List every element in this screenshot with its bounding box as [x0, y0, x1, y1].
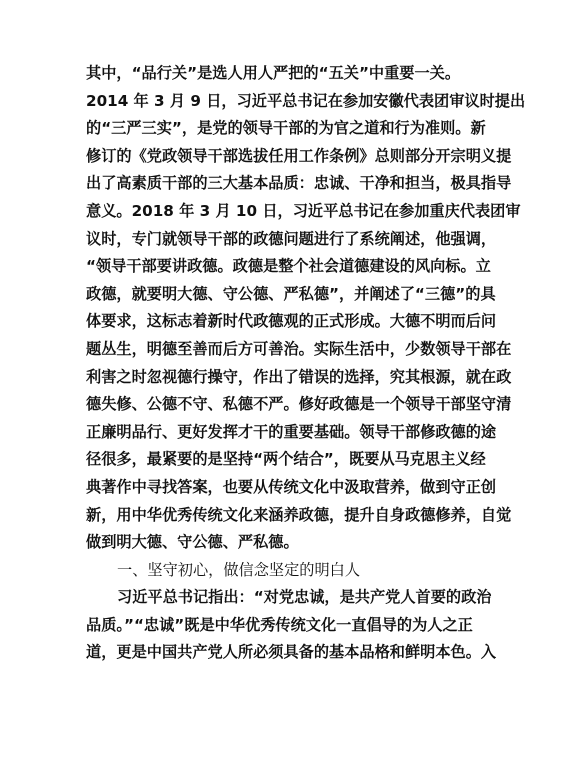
text-line: 新，用中华优秀传统文化来涵养政德，提升自身政德修养，自觉: [86, 505, 512, 524]
section-heading: 一、坚守初心，做信念坚定的明白人: [117, 560, 360, 579]
text-line: 利害之时忽视德行操守，作出了错误的选择，究其根源，就在政: [86, 367, 512, 386]
text-line: 典著作中寻找答案，也要从传统文化中汲取营养，做到守正创: [86, 477, 497, 496]
text-line: 修订的《党政领导干部选拔任用工作条例》总则部分开宗明义提: [86, 146, 512, 165]
text-line: 道，更是中国共产党人所必须具备的基本品格和鲜明本色。入: [86, 643, 497, 662]
text-line: 政德，就要明大德、守公德、严私德”，并阐述了“三德”的具: [86, 284, 496, 303]
text-line: 品质。”“忠诚”既是中华优秀传统文化一直倡导的为人之正: [86, 615, 473, 634]
text-line: 德失修、公德不守、私德不严。修好政德是一个领导干部坚守清: [86, 395, 512, 414]
text-line: 2014 年 3 月 9 日，习近平总书记在参加安徽代表团审议时提出: [86, 91, 526, 110]
text-line: 习近平总书记指出：“对党忠诚，是共产党人首要的政治: [117, 588, 492, 607]
text-line: 议时，专门就领导干部的政德问题进行了系统阐述，他强调，: [86, 229, 497, 248]
text-line: “领导干部要讲政德。政德是整个社会道德建设的风向标。立: [86, 257, 491, 276]
text-line: 体要求，这标志着新时代政德观的正式形成。大德不明而后问: [86, 312, 497, 331]
text-line: 正廉明品行、更好发挥才干的重要基础。领导干部修政德的途: [86, 422, 497, 441]
text-line: 题丛生，明德至善而后方可善治。实际生活中，少数领导干部在: [86, 339, 512, 358]
document-body: [86, 60, 526, 667]
text-line: 意义。2018 年 3 月 10 日，习近平总书记在参加重庆代表团审: [86, 201, 521, 220]
text-line: 其中，“品行关”是选人用人严把的“五关”中重要一关。: [86, 64, 461, 82]
text-line: 径很多，最紧要的是坚持“两个结合”，既要从马克思主义经: [86, 450, 486, 469]
text-line: 出了高素质干部的三大基本品质：忠诚、干净和担当，极具指导: [86, 174, 512, 193]
text-line: 的“三严三实”，是党的领导干部的为官之道和行为准则。新: [86, 119, 486, 138]
text-line: 做到明大德、守公德、严私德。: [86, 533, 299, 552]
